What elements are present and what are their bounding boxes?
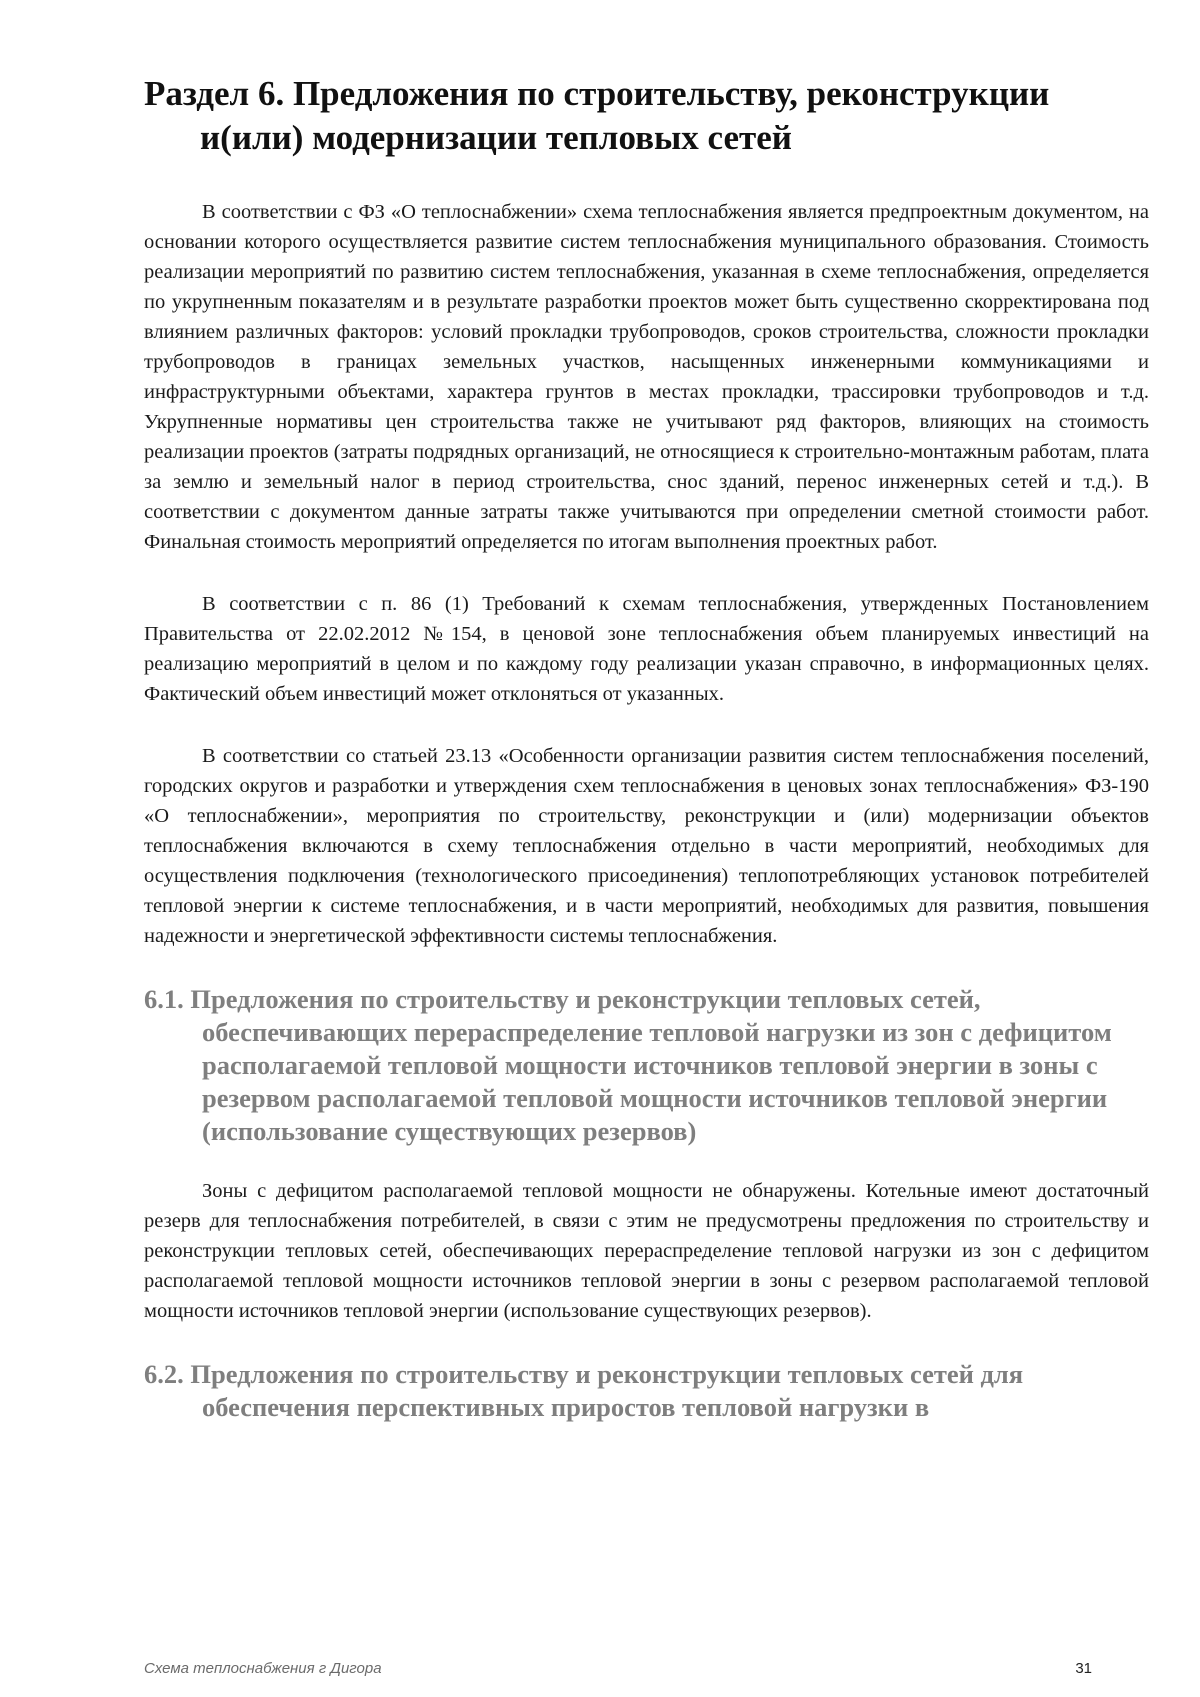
page-number: 31 [1075,1660,1092,1677]
section-title: Раздел 6. Предложения по строительству, реконструкции и(или) модернизации тепловых сетей [144,74,1050,157]
intro-paragraph: В соответствии с п. 86 (1) Требований к схемам теплоснабжения, утвержденных Постановлением Правительства от 22.02.2012 №154, в ценовой зоне теплоснабжения объем планируемых инвестиций на реализацию мероприятий в целом и по каждому году реализации указан справочно, в информационных целях. Фактический объем инвестиций может отклоняться от указанных. [144,593,1149,705]
page-footer [144,1660,1092,1684]
document-page [144,72,1149,1452]
subsection-6-1-paragraph: Зоны с дефицитом располагаемой тепловой мощности не обнаружены. Котельные имеют достаточный резерв для теплоснабжения потребителей, в связи с этим не предусмотрены предложения по строительству и реконструкции тепловых сетей, обеспечивающих перераспределение тепловой нагрузки из зон с дефицитом располагаемой тепловой мощности источников тепловой энергии в зоны с резервом располагаемой тепловой мощности источников тепловой энергии (использование существующих резервов). [144,1180,1149,1322]
footer-document-title: Схема теплоснабжения г Дигора [144,1660,382,1677]
subsection-6-1-title: 6.1. Предложения по строительству и реконструкции тепловых сетей, обеспечивающих перераспределение тепловой нагрузки из зон с дефицитом располагаемой тепловой мощности источников тепловой энергии в зоны с резервом располагаемой тепловой мощности источников тепловой энергии (использование существующих резервов) [144,984,1112,1146]
subsection-6-2-title: 6.2. Предложения по строительству и реконструкции тепловых сетей для обеспечения перспективных приростов тепловой нагрузки в [144,1359,1024,1422]
intro-paragraph: В соответствии с ФЗ «О теплоснабжении» схема теплоснабжения является предпроектным документом, на основании которого осуществляется развитие систем теплоснабжения муниципального образования. Стоимость реализации мероприятий по развитию систем теплоснабжения, указанная в схеме теплоснабжения, определяется по укрупненным показателям и в результате разработки проектов может быть существенно скорректирована под влиянием различных факторов: условий прокладки трубопроводов, сроков строительства, сложности прокладки трубопроводов в границах земельных участков, насыщенных инженерными коммуникациями и инфраструктурными объектами, характера грунтов в местах прокладки, трассировки трубопроводов и т.д. Укрупненные нормативы цен строительства также не учитывают ряд факторов, влияющих на стоимость реализации проектов (затраты подрядных организаций, не относящиеся к строительно-монтажным работам, плата за землю и земельный налог в период строительства, снос зданий, перенос инженерных сетей и т.д.). В соответствии с документом данные затраты также учитываются при определении сметной стоимости работ. Финальная стоимость мероприятий определяется по итогам выполнения проектных работ. [144,201,1149,553]
intro-paragraph: В соответствии со статьей 23.13 «Особенности организации развития систем теплоснабжения поселений, городских округов и разработки и утверждения схем теплоснабжения в ценовых зонах теплоснабжения» ФЗ-190 «О теплоснабжении», мероприятия по строительству, реконструкции и (или) модернизации объектов теплоснабжения включаются в схему теплоснабжения отдельно в части мероприятий, необходимых для осуществления подключения (технологического присоединения) теплопотребляющих установок потребителей тепловой энергии к системе теплоснабжения, и в части мероприятий, необходимых для развития, повышения надежности и энергетической эффективности системы теплоснабжения. [144,745,1149,947]
